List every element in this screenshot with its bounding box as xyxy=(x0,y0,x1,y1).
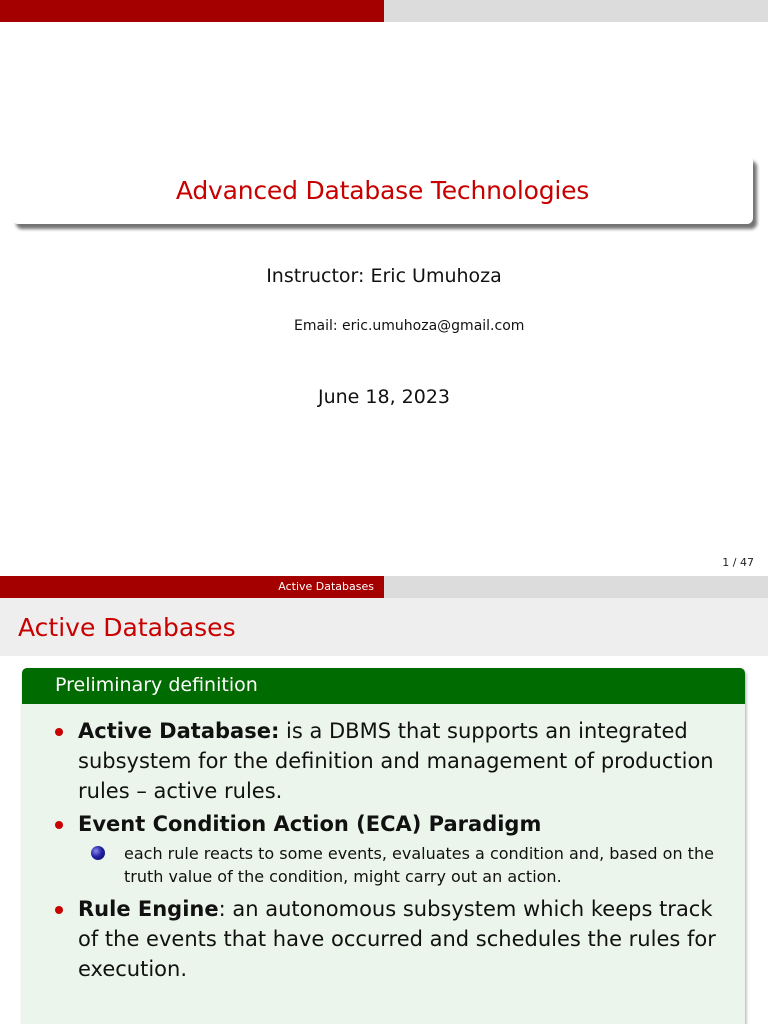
top-bar-left xyxy=(0,0,384,22)
top-bar xyxy=(0,0,768,22)
title-card xyxy=(12,156,753,224)
item-term: Event Condition Action (ECA) Paradigm xyxy=(78,812,542,836)
frame-title: Active Databases xyxy=(18,613,236,642)
item-text: : an autonomous subsystem which keeps track of the events that have occurred and schedules the rules for execution. xyxy=(78,897,716,981)
section-bar-right xyxy=(384,576,768,598)
sub-list-item xyxy=(124,842,725,888)
page-number: 1 / 47 xyxy=(722,556,754,569)
email-line: Email: eric.umuhoza@gmail.com xyxy=(294,318,525,334)
definition-block xyxy=(22,668,745,1024)
section-bar xyxy=(0,576,768,598)
ball-bullet-icon xyxy=(91,846,105,860)
content-slide xyxy=(0,576,768,1024)
section-label: Active Databases xyxy=(278,580,374,593)
sub-item-text: each rule reacts to some events, evaluates a condition and, based on the truth value of the condition, might carry out an action. xyxy=(124,844,714,886)
instructor-line: Instructor: Eric Umuhoza xyxy=(266,265,502,287)
item-term: Active Database: xyxy=(78,719,280,743)
top-bar-right xyxy=(384,0,768,22)
list-item xyxy=(78,894,725,984)
bullet-icon xyxy=(55,906,63,914)
presentation-title: Advanced Database Technologies xyxy=(175,175,590,205)
bullet-icon xyxy=(55,821,63,829)
presentation-date: June 18, 2023 xyxy=(317,386,451,408)
list-item xyxy=(78,809,725,839)
section-bar-left xyxy=(0,576,384,598)
block-body xyxy=(22,704,745,984)
bullet-icon xyxy=(55,728,63,736)
item-term: Rule Engine xyxy=(78,897,219,921)
list-item xyxy=(78,716,725,806)
item-text: is a DBMS that supports an integrated subsystem for the definition and management of production rules – active rules. xyxy=(78,719,714,803)
block-title: Preliminary definition xyxy=(22,668,745,704)
